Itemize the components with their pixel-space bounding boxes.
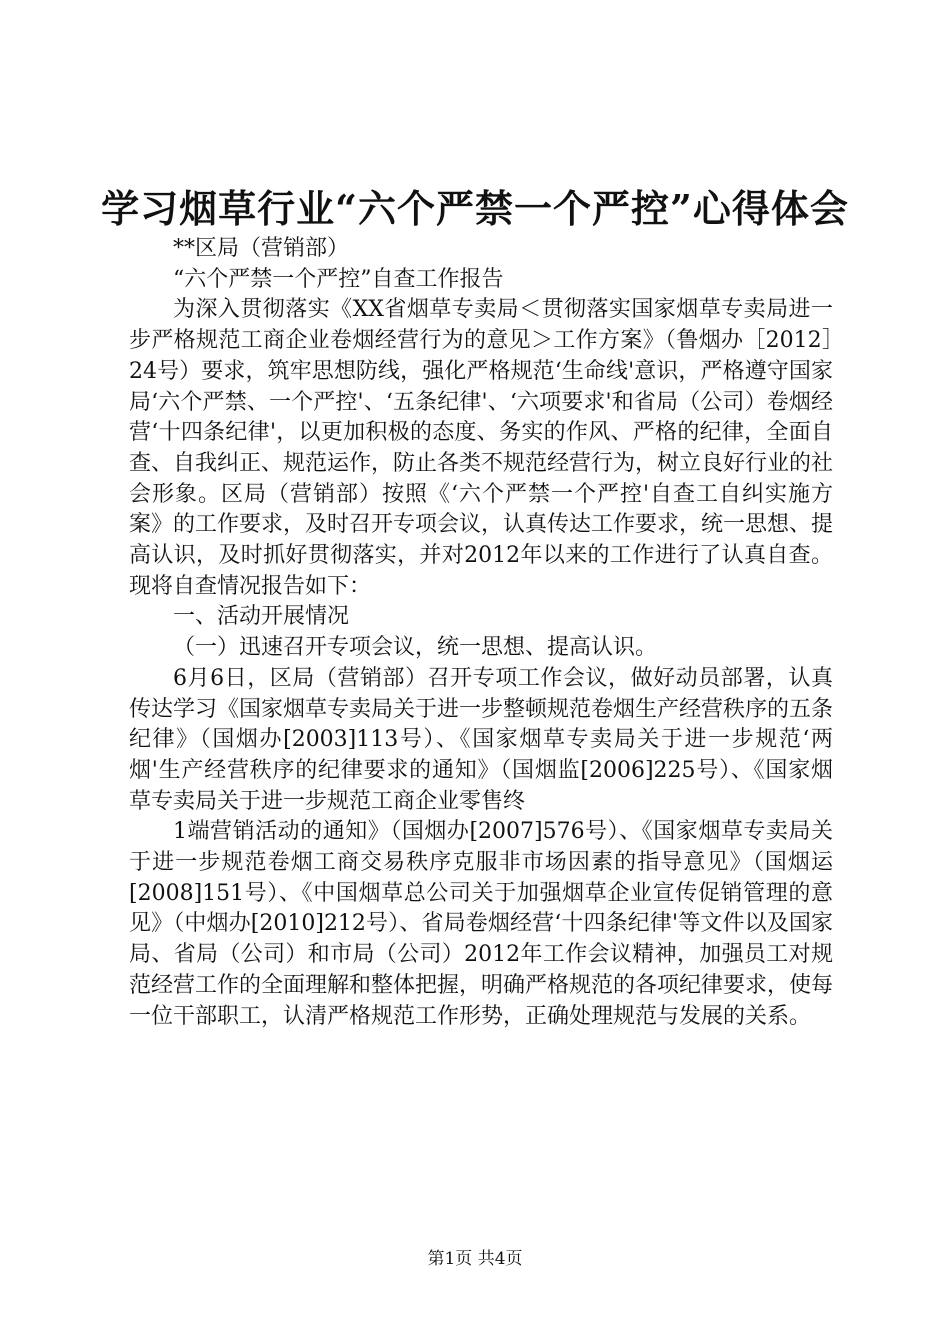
paragraph-intro: 为深入贯彻落实《XX省烟草专卖局＜贯彻落实国家烟草专卖局进一步严格规范工商企业卷烟经营行为的意见＞工作方案》（鲁烟办［2012］24号）要求，筑牢思想防线，强化严格规范‘生命线'意识，严格遵守国家局‘六个严禁、一个严控'、‘五条纪律'、‘六项要求'和省局（公司）卷烟经营‘十四条纪律'，以更加积极的态度、务实的作风、严格的纪律，全面自查、自我纠正、规范运作，防止各类不规范经营行为，树立良好行业的社会形象。区局（营销部）按照《‘六个严禁一个严控'自查工自纠实施方案》的工作要求，及时召开专项会议，认真传达工作要求，统一思想、提高认识，及时抓好贯彻落实，并对2012年以来的工作进行了认真自查。现将自查情况报告如下： [129,297,834,599]
document-title: 学习烟草行业“六个严禁一个严控”心得体会 [101,186,849,231]
document-body [129,234,833,1032]
paragraph-report-title: “六个严禁一个严控”自查工作报告 [173,266,504,292]
paragraph-documents: 1端营销活动的通知》（国烟办[2007]576号）、《国家烟草专卖局关于进一步规范卷烟工商交易秩序克服非市场因素的指导意见》（国烟运[2008]151号）、《中国烟草总公司关于加强烟草企业宣传促销管理的意见》（中烟办[2010]212号）、省局卷烟经营‘十四条纪律'等文件以及国家局、省局（公司）和市局（公司）2012年工作会议精神，加强员工对规范经营工作的全面理解和整体把握，明确严格规范的各项纪律要求，使每一位干部职工，认清严格规范工作形势，正确处理规范与发展的关系。 [129,819,834,1029]
paragraph-meeting: 6月6日，区局（营销部）召开专项工作会议，做好动员部署，认真传达学习《国家烟草专卖局关于进一步整顿规范卷烟生产经营秩序的五条纪律》（国烟办[2003]113号）、《国家烟草专卖局关于进一步规范‘两烟'生产经营秩序的纪律要求的通知》（国烟监[2006]225号）、《国家烟草专卖局关于进一步规范工商企业零售终 [129,665,834,814]
subsection-heading: （一）迅速召开专项会议，统一思想、提高认识。 [173,635,658,661]
section-heading: 一、活动开展情况 [173,604,350,630]
page-number-footer: 第1页 共4页 [427,1249,523,1269]
paragraph-department: **区局（营销部） [173,236,350,261]
